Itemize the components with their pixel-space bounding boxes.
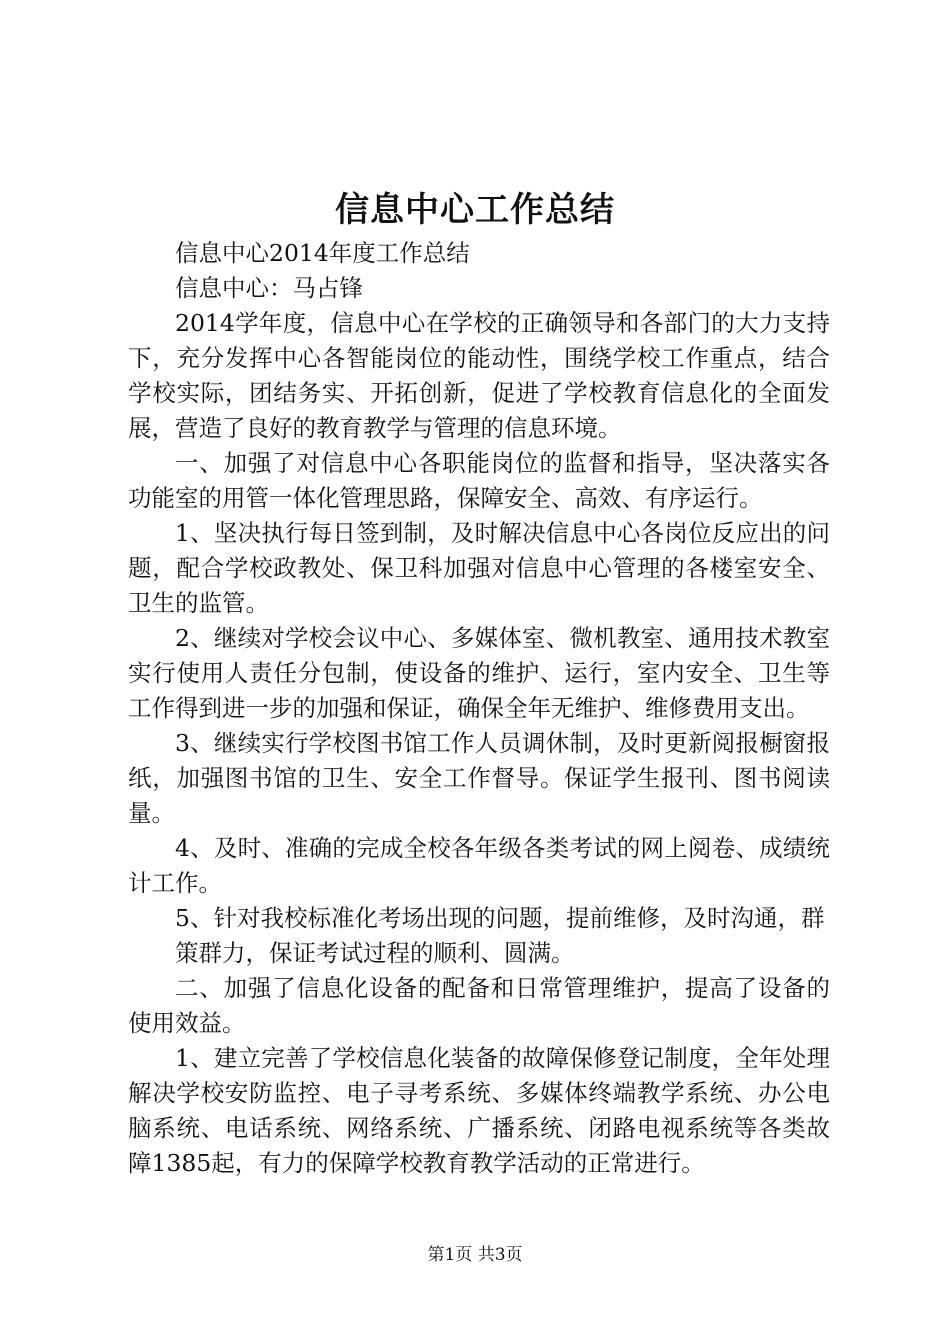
- paragraph-item-2-1: 1、建立完善了学校信息化装备的故障保修登记制度，全年处理解决学校安防监控、电子寻考系统、多媒体终端教学系统、办公电脑系统、电话系统、网络系统、广播系统、闭路电视系统等各类故障1385起，有力的保障学校教育教学活动的正常进行。: [128, 1044, 830, 1177]
- page-footer: 第1页 共3页: [427, 1245, 523, 1265]
- document-title: 信息中心工作总结: [335, 190, 615, 230]
- paragraph-item-1-2: 2、继续对学校会议中心、多媒体室、微机教室、通用技术教室实行使用人责任分包制，使设备的维护、运行，室内安全、卫生等工作得到进一步的加强和保证，确保全年无维护、维修费用支出。: [128, 624, 830, 722]
- paragraph-author: 信息中心：马占锋: [175, 274, 363, 302]
- document-body: [128, 236, 830, 1181]
- paragraph-intro: 2014学年度，信息中心在学校的正确领导和各部门的大力支持下，充分发挥中心各智能岗位的能动性，围绕学校工作重点，结合学校实际，团结务实、开拓创新，促进了学校教育信息化的全面发展，营造了良好的教育教学与管理的信息环境。: [128, 309, 830, 442]
- paragraph-item-1-5-cont: 策群力，保证考试过程的顺利、圆满。: [175, 939, 575, 967]
- paragraph-section-2: 二、加强了信息化设备的配备和日常管理维护，提高了设备的使用效益。: [128, 974, 830, 1037]
- paragraph-item-1-3: 3、继续实行学校图书馆工作人员调休制，及时更新阅报橱窗报纸，加强图书馆的卫生、安全工作督导。保证学生报刊、图书阅读量。: [128, 729, 830, 827]
- paragraph-subtitle: 信息中心2014年度工作总结: [175, 239, 470, 267]
- paragraph-item-1-4: 4、及时、准确的完成全校各年级各类考试的网上阅卷、成绩统计工作。: [128, 834, 830, 897]
- paragraph-item-1-1: 1、坚决执行每日签到制，及时解决信息中心各岗位反应出的问题，配合学校政教处、保卫科加强对信息中心管理的各楼室安全、卫生的监管。: [128, 519, 830, 617]
- paragraph-item-1-5: 5、针对我校标准化考场出现的问题，提前维修，及时沟通，群: [175, 904, 825, 932]
- paragraph-section-1: 一、加强了对信息中心各职能岗位的监督和指导，坚决落实各功能室的用管一体化管理思路，保障安全、高效、有序运行。: [128, 449, 830, 512]
